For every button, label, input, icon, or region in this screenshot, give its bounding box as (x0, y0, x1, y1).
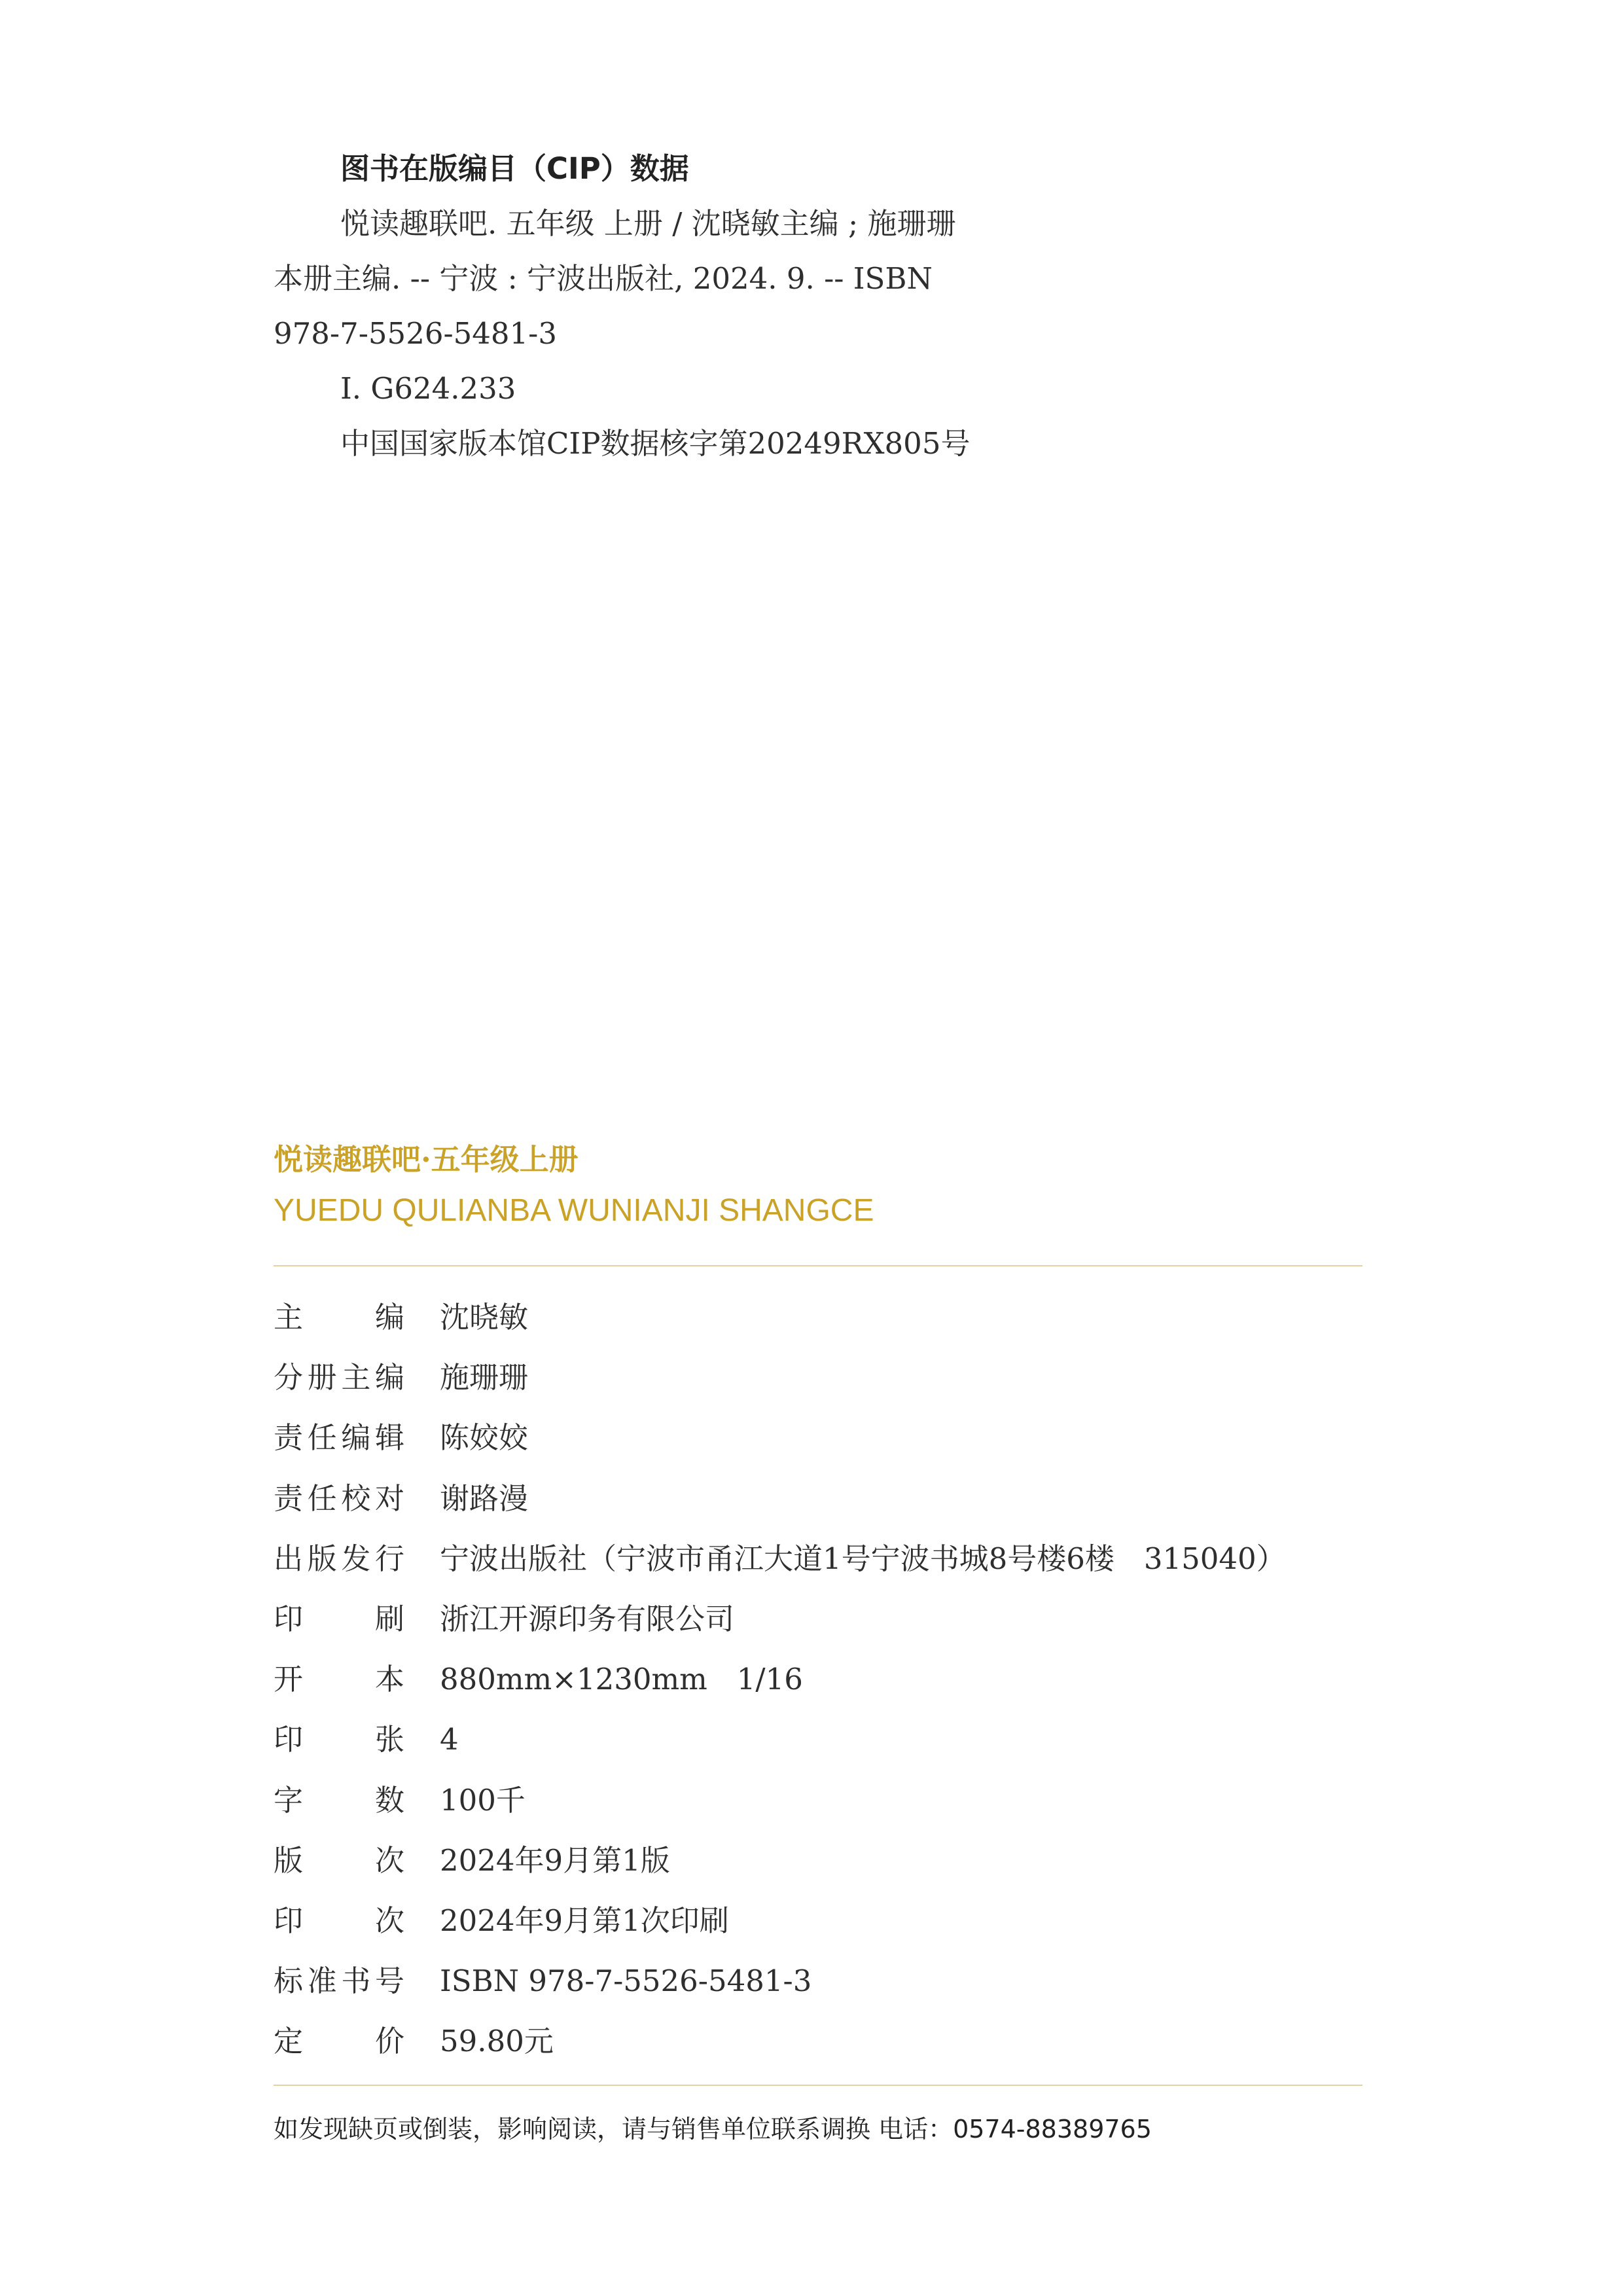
info-row-label-char: 价 (374, 2024, 404, 2058)
info-row-value: 2024年9月第1次印刷 (440, 1903, 729, 1938)
info-row-label (274, 1958, 404, 2004)
info-row-label-char: 编 (374, 1300, 404, 1335)
info-row-label-char: 对 (374, 1481, 404, 1516)
info-row-label-char: 印 (274, 1903, 304, 1938)
info-row-label-char: 印 (274, 1722, 304, 1757)
info-row-label (274, 1596, 404, 1642)
divider-bottom (274, 2085, 1363, 2086)
info-row-label-char: 责 (274, 1481, 304, 1516)
info-row-label-char: 主 (274, 1300, 304, 1335)
info-row-label-char: 字 (274, 1783, 304, 1818)
info-row-label-char: 号 (374, 1964, 404, 1998)
info-row-label-char: 数 (374, 1783, 404, 1818)
info-row-label (274, 1657, 404, 1702)
info-row-label-char: 标 (274, 1964, 304, 1998)
info-row-label (274, 1415, 404, 1461)
info-row-label-char: 版 (307, 1541, 337, 1576)
cip-entry-line-3: 978-7-5526-5481-3 (274, 316, 558, 351)
cip-heading: 图书在版编目（CIP）数据 (340, 151, 689, 186)
info-row-label-char: 责 (274, 1420, 304, 1455)
info-row-label-char: 册 (307, 1360, 337, 1395)
info-row-label-char: 任 (307, 1420, 337, 1455)
info-row-label-char: 印 (274, 1602, 304, 1636)
info-row-value: 浙江开源印务有限公司 (440, 1602, 735, 1636)
book-pinyin: YUEDU QULIANBA WUNIANJI SHANGCE (274, 1193, 874, 1228)
info-row-value: 陈姣姣 (440, 1420, 529, 1455)
info-row-label-char: 任 (307, 1481, 337, 1516)
info-row-label-char: 编 (374, 1360, 404, 1395)
info-row-label-char: 分 (274, 1360, 304, 1395)
info-row-value: 沈晓敏 (440, 1300, 529, 1335)
info-row-label-char: 版 (274, 1843, 304, 1878)
info-row-label-char: 刷 (374, 1602, 404, 1636)
info-row-value: 100千 (440, 1783, 526, 1818)
cip-entry-line-1: 悦读趣联吧. 五年级 上册 / 沈晓敏主编 ; 施珊珊 (340, 206, 956, 241)
info-row-label-char: 张 (374, 1722, 404, 1757)
info-row-value: ISBN 978-7-5526-5481-3 (440, 1964, 812, 1998)
info-row-label-char: 书 (341, 1964, 371, 1998)
info-row-value: 宁波出版社（宁波市甬江大道1号宁波书城8号楼6楼 315040） (440, 1541, 1286, 1576)
info-row-label-char: 校 (341, 1481, 371, 1516)
info-row-label-char: 次 (374, 1903, 404, 1938)
book-title: 悦读趣联吧·五年级上册 (274, 1142, 579, 1177)
info-row-label-char: 定 (274, 2024, 304, 2058)
info-row-label-char: 辑 (374, 1420, 404, 1455)
info-row-value: 4 (440, 1722, 459, 1757)
info-row-value: 880mm×1230mm 1/16 (440, 1662, 803, 1696)
info-row-label (274, 1355, 404, 1401)
cip-classification: Ⅰ. G624.233 (340, 371, 516, 406)
info-row-label-char: 准 (307, 1964, 337, 1998)
cip-verification: 中国国家版本馆CIP数据核字第20249RX805号 (340, 426, 971, 461)
info-row-value: 谢路漫 (440, 1481, 529, 1516)
info-row-label (274, 1778, 404, 1823)
info-row-value: 2024年9月第1版 (440, 1843, 670, 1878)
info-row-label-char: 出 (274, 1541, 304, 1576)
info-row-label-char: 行 (374, 1541, 404, 1576)
info-row-label-char: 发 (341, 1541, 371, 1576)
info-row-label (274, 1295, 404, 1340)
info-row-label-char: 主 (341, 1360, 371, 1395)
divider-top (274, 1265, 1363, 1266)
info-row-label-char: 次 (374, 1843, 404, 1878)
info-row-label (274, 1536, 404, 1582)
info-row-label (274, 2018, 404, 2064)
footer-note: 如发现缺页或倒装，影响阅读，请与销售单位联系调换 电话：0574-88389765 (274, 2115, 1152, 2144)
info-row-label (274, 1898, 404, 1944)
info-row-value: 施珊珊 (440, 1360, 529, 1395)
info-row-value: 59.80元 (440, 2024, 554, 2058)
cip-entry-line-2: 本册主编. -- 宁波 : 宁波出版社, 2024. 9. -- ISBN (274, 261, 933, 296)
info-row-label-char: 编 (341, 1420, 371, 1455)
info-row-label-char: 本 (374, 1662, 404, 1696)
info-row-label (274, 1717, 404, 1763)
info-row-label (274, 1838, 404, 1884)
info-row-label (274, 1476, 404, 1522)
info-row-label-char: 开 (274, 1662, 304, 1696)
